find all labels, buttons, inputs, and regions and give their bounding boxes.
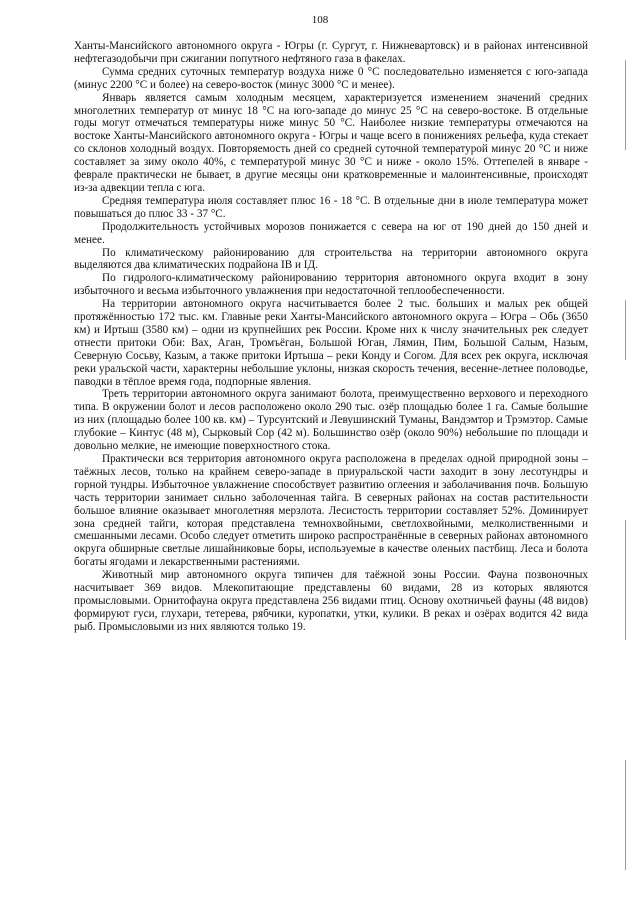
scan-edge-mark	[625, 60, 626, 150]
body-text	[74, 40, 588, 634]
paragraph-climate-zoning: По климатическому районированию для строительства на территории автономного округа выделяются два климатических подрайона IВ и IД.	[74, 246, 588, 272]
paragraph-hydro-zoning: По гидролого-климатическому районированию территория автономного округа входит в зону избыточного и весьма избыточного увлажнения при недостаточной теплообеспеченности.	[74, 272, 588, 298]
paragraph-january: Январь является самым холодным месяцем, характеризуется изменением значений средних многолетних температур от минус 18 °С на юго-западе до минус 25 °С на северо-востоке. В отдельные годы могут отмечаться температуры ниже минус 50 °С. Наиболее низкие температуры отмечаются на востоке Ханты-Мансийского автономного округа - Югры и чаще всего в понижениях рельефа, куда стекает со склонов холодный воздух. Повторяемость дней со средней суточной температурой минус 20 °С и ниже составляет за зиму около 40%, с температурой минус 30 °С и ниже - около 15%. Оттепелей в январе - феврале практически не бывает, в другие месяцы они кратковременные и малоинтенсивные, происходят из-за адвекции тепла с юга.	[74, 91, 588, 194]
paragraph-lakes-swamps: Треть территории автономного округа занимают болота, преимущественно верхового и переходного типа. В окружении болот и лесов расположено около 290 тыс. озёр площадью более 1 га. Самые большие из них (площадью более 100 кв. км) – Турсунтский и Левушинский Туманы, Вандэмтор и Трэмэтор. Самые глубокие – Кинтус (48 м), Сырковый Сор (42 м). Большинство озёр (около 90%) небольшие по площади и довольно мелкие, не имеющие поверхностного стока.	[74, 388, 588, 453]
scan-edge-mark	[625, 760, 626, 870]
scan-edge-mark	[625, 520, 626, 640]
paragraph-temperature-sum: Сумма средних суточных температур воздуха ниже 0 °С последовательно изменяется с юго-запада (минус 2200 °С и более) на северо-восток (минус 3000 °С и менее).	[74, 65, 588, 91]
paragraph-vegetation: Практически вся территория автономного округа расположена в пределах одной природной зоны – таёжных лесов, только на крайнем северо-западе в приуральской части заходит в зону лесотундры и горной тундры. Избыточное увлажнение способствует развитию оглеения и заболачивания почв. Большую часть территории занимает сильно заболоченная тайга. В северных районах на состав растительности большое влияние оказывает многолетняя мерзлота. Лесистость территории составляет 52%. Доминирует зона средней тайги, которая представлена темнохвойными, светлохвойными, мелколиственными и смешанными лесами. Особо следует отметить широко распространённые в северных районах автономного округа обширные светлые лишайниковые боры, используемые в качестве оленьих пастбищ. Леса и болота богаты ягодами и лекарственными растениями.	[74, 453, 588, 569]
scan-edge-mark	[625, 300, 626, 360]
paragraph-fauna: Животный мир автономного округа типичен для таёжной зоны России. Фауна позвоночных насчитывает 369 видов. Млекопитающие представлены 60 видами, 28 из которых являются промысловыми. Орнитофауна округа представлена 256 видами птиц. Основу охотничьей фауны (48 видов) формируют гуси, глухари, тетерева, рябчики, куропатки, утки, кулики. В реках и озёрах водится 42 вида рыб. Промысловыми из них являются только 19.	[74, 569, 588, 633]
paragraph-rivers: На территории автономного округа насчитывается более 2 тыс. больших и малых рек общей протяжённостью 172 тыс. км. Главные реки Ханты-Мансийского автономного округа – Югра – Обь (3650 км) и Иртыш (3580 км) – одни из крупнейших рек России. Кроме них к числу значительных рек следует отнести притоки Оби: Вах, Аган, Тромъёган, Большой Юган, Лямин, Пим, Большой Салым, Назым, Северную Сосьву, Казым, а также притоки Иртыша – реки Конду и Согом. Для всех рек округа, исключая реки уральской части, характерны небольшие уклоны, низкая скорость течения, весенне-летнее половодье, паводки в тёплое время года, подпорные явления.	[74, 298, 588, 388]
page-number: 108	[311, 14, 329, 26]
paragraph-frost-duration: Продолжительность устойчивых морозов понижается с севера на юг от 190 дней до 150 дней и менее.	[74, 220, 588, 246]
paragraph-continuation: Ханты-Мансийского автономного округа - Югры (г. Сургут, г. Нижневартовск) и в районах интенсивной нефтегазодобычи при сжигании попутного нефтяного газа в факелах.	[74, 40, 588, 65]
paragraph-july: Средняя температура июля составляет плюс 16 - 18 °С. В отдельные дни в июле температура может повышаться до плюс 33 - 37 °С.	[74, 194, 588, 220]
